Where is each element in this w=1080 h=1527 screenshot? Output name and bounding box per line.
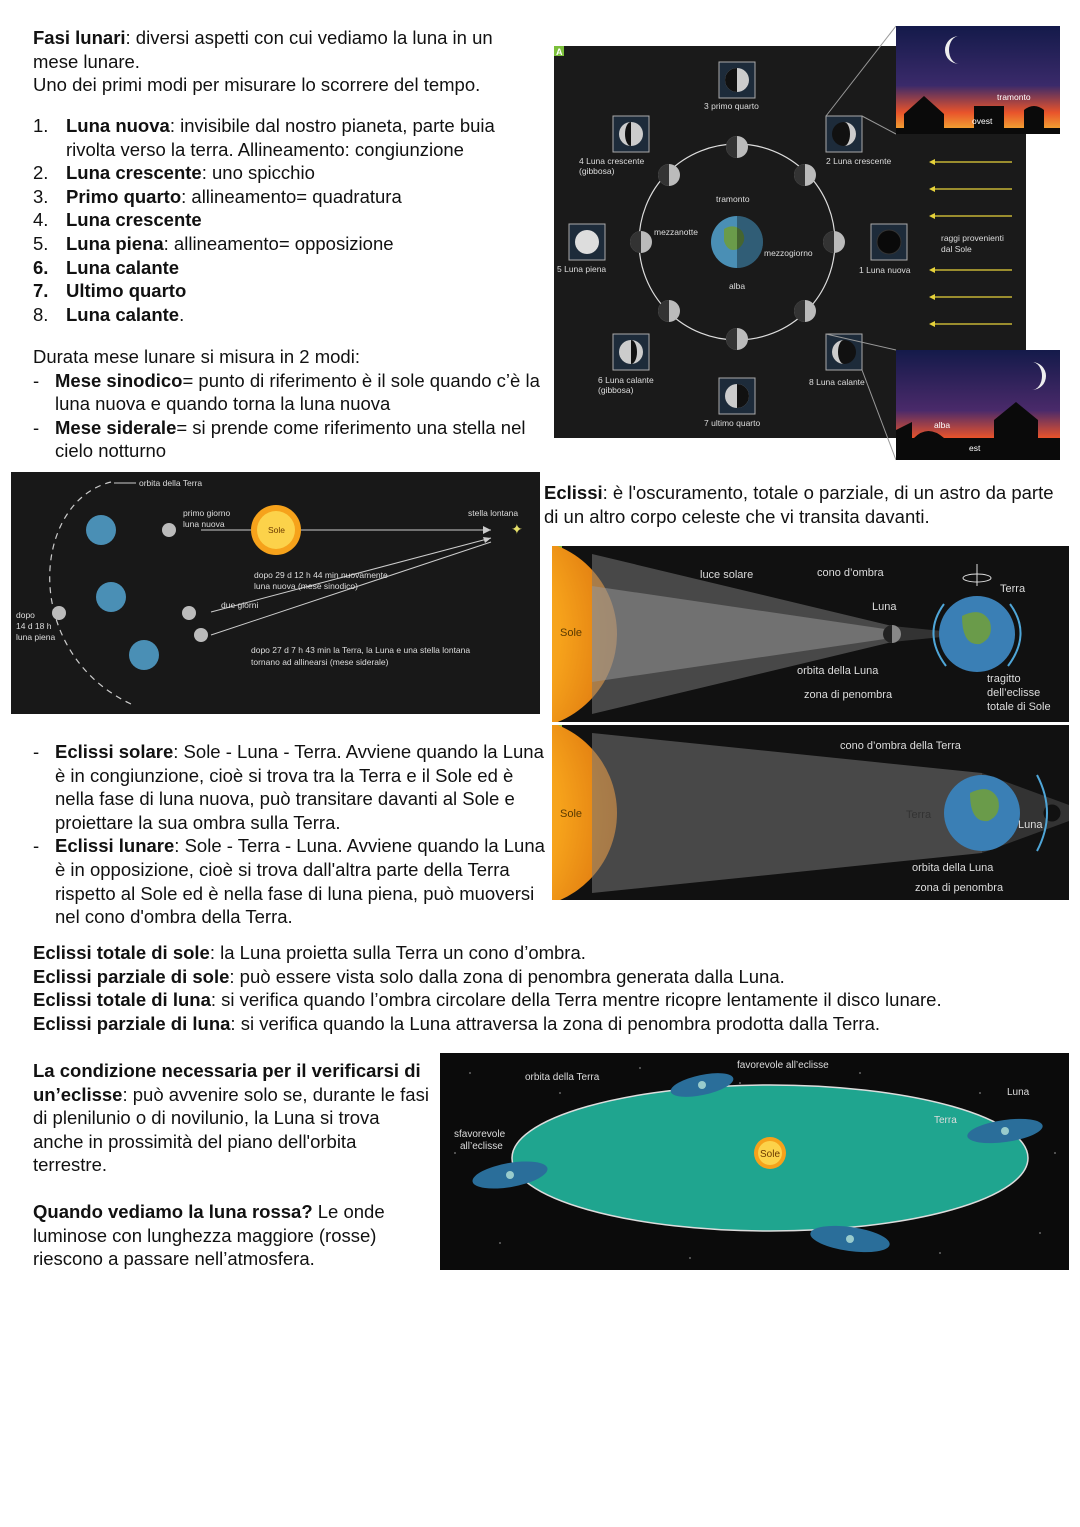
svg-text:1 Luna nuova: 1 Luna nuova [859,265,911,275]
svg-text:orbita della Terra: orbita della Terra [139,478,203,488]
svg-text:Terra: Terra [934,1115,957,1126]
svg-text:8 Luna calante: 8 Luna calante [809,377,865,387]
svg-text:dopo 29 d 12 h 44 min nuovamen: dopo 29 d 12 h 44 min nuovamente [254,570,388,580]
svg-text:orbita della Luna: orbita della Luna [912,862,994,874]
list-item: 2. Luna crescente: uno spicchio [33,162,315,184]
svg-text:luna nuova (mese sinodico): luna nuova (mese sinodico) [254,581,358,591]
eclipse-types-list [33,740,553,929]
list-item: Eclissi parziale di luna: si verifica quando la Luna attraversa la zona di penombra prodotta dalla Terra. [33,1012,881,1034]
intro-line2: Uno dei primi modi per misurare lo scorrere del tempo. [33,74,481,96]
svg-text:stella lontana: stella lontana [468,508,519,518]
svg-text:7 ultimo quarto: 7 ultimo quarto [704,418,761,428]
list-item: - Eclissi lunare: Sole - Terra - Luna. Avviene quando la Luna è in opposizione, cioè si trova dall'altra parte della Terra rispetto al Sole ed è nella fase di luna piena, può muoversi nel cono d'ombra della Terra. [33,834,553,928]
svg-text:tramonto: tramonto [716,194,750,204]
svg-text:6 Luna calante: 6 Luna calante [598,375,654,385]
svg-text:sfavorevole: sfavorevole [454,1129,506,1140]
svg-text:all’eclisse: all’eclisse [460,1141,503,1152]
svg-text:Sole: Sole [560,627,583,639]
svg-text:alba: alba [934,420,951,430]
svg-text:dal Sole: dal Sole [941,244,972,254]
svg-text:totale di Sole: totale di Sole [987,701,1051,713]
list-item: 5. Luna piena: allineamento= opposizione [33,232,394,254]
eclipse-types-block [33,740,553,929]
intro-definition: Fasi lunari: diversi aspetti con cui vediamo la luna in un mese lunare. [33,27,493,72]
condition-paragraph: La condizione necessaria per il verificarsi di un’eclisse: può avvenire solo se, durante le fasi di plenilunio o di novilunio, la Luna si trova anche in prossimità del piano dell'orbita terrestre. [33,1060,429,1176]
svg-text:luna nuova: luna nuova [183,519,225,529]
eclipse-totals-block [33,941,1063,1035]
svg-text:primo giorno: primo giorno [183,508,231,518]
orbital-plane-figure [440,1053,1069,1270]
list-item: - Mese sinodico= punto di riferimento è il sole quando c’è la luna nuova e quando torna la luna nuova [33,369,543,416]
intro-block [33,26,543,97]
condition-block [33,1059,433,1271]
svg-text:mezzogiorno: mezzogiorno [764,248,813,258]
svg-text:2 Luna crescente: 2 Luna crescente [826,156,892,166]
svg-text:tragitto: tragitto [987,673,1021,685]
list-item: 7. Ultimo quarto [33,280,187,302]
svg-text:tornano ad allinearsi (mese si: tornano ad allinearsi (mese siderale) [251,657,389,667]
svg-text:✦: ✦ [511,521,523,537]
synodic-sidereal-figure [11,472,540,714]
svg-text:favorevole all’eclisse: favorevole all’eclisse [737,1060,829,1071]
svg-text:raggi provenienti: raggi provenienti [941,233,1004,243]
svg-text:Sole: Sole [560,808,583,820]
list-item: 3. Primo quarto: allineamento= quadratura [33,185,402,207]
svg-text:cono d’ombra: cono d’ombra [817,567,884,579]
red-moon-paragraph: Quando vediamo la luna rossa? Le onde luminose con lunghezza maggiore (rosse) riescono a passare nell’atmosfera. [33,1200,385,1270]
svg-text:Luna: Luna [872,601,897,613]
svg-text:Sole: Sole [760,1149,781,1160]
svg-text:3 primo quarto: 3 primo quarto [704,101,759,111]
svg-text:dopo 27 d 7 h 43 min la Terra,: dopo 27 d 7 h 43 min la Terra, la Luna e una stella lontana [251,645,471,655]
month-block [33,345,543,463]
intro-title: Fasi lunari [33,27,126,48]
svg-text:tramonto: tramonto [997,92,1031,102]
svg-text:4 Luna crescente: 4 Luna crescente [579,156,645,166]
svg-text:Terra: Terra [906,809,932,821]
phases-list [33,114,543,326]
month-heading: Durata mese lunare si misura in 2 modi: [33,346,360,367]
svg-text:est: est [969,443,981,453]
lunar-eclipse-figure [552,725,1069,900]
svg-text:cono d’ombra della Terra: cono d’ombra della Terra [840,740,961,752]
list-item: 4. Luna crescente [33,209,202,231]
list-item: Eclissi parziale di sole: può essere vista solo dalla zona di penombra generata dalla Luna. [33,965,785,987]
svg-text:(gibbosa): (gibbosa) [598,385,634,395]
svg-text:Sole: Sole [268,525,286,535]
svg-text:luce solare: luce solare [700,569,754,581]
svg-text:luna piena: luna piena [16,632,56,642]
svg-text:alba: alba [729,281,746,291]
svg-text:dell’eclisse: dell’eclisse [987,687,1041,699]
svg-text:dopo: dopo [16,610,35,620]
svg-text:mezzanotte: mezzanotte [654,227,698,237]
list-item: 6. Luna calante [33,256,180,278]
phases-list-block [33,114,543,326]
svg-text:14 d 18 h: 14 d 18 h [16,621,52,631]
svg-text:zona di penombra: zona di penombra [915,882,1004,894]
lunar-phases-figure [554,24,1060,462]
svg-text:orbita della Terra: orbita della Terra [525,1072,600,1083]
svg-text:Luna: Luna [1018,819,1043,831]
list-item: 1. Luna nuova: invisibile dal nostro pianeta, parte buia rivolta verso la terra. Allineamento: congiunzione [33,115,495,160]
svg-text:A: A [556,47,563,57]
svg-text:5 Luna piena: 5 Luna piena [557,264,607,274]
list-item: Eclissi totale di luna: si verifica quando l’ombra circolare della Terra mentre ricopre lentamente il disco lunare. [33,989,942,1011]
list-item: 8. Luna calante. [33,303,185,325]
svg-text:ovest: ovest [972,116,993,126]
solar-eclipse-figure [552,546,1069,722]
month-list [33,369,543,463]
list-item: Eclissi totale di sole: la Luna proietta sulla Terra un cono d’ombra. [33,942,586,963]
svg-text:due giorni: due giorni [221,600,259,610]
svg-text:(gibbosa): (gibbosa) [579,166,615,176]
list-item: - Mese siderale= si prende come riferimento una stella nel cielo notturno [33,416,543,463]
svg-text:Terra: Terra [1000,583,1026,595]
svg-text:orbita della Luna: orbita della Luna [797,665,879,677]
svg-text:zona di penombra: zona di penombra [804,689,893,701]
list-item: - Eclissi solare: Sole - Luna - Terra. Avviene quando la Luna è in congiunzione, cioè si trova tra la Terra e il Sole ed è nella fase di luna nuova, può transitare davanti al Sole e proiettare la sua ombra sulla Terra. [33,740,553,834]
eclissi-definition: Eclissi: è l'oscuramento, totale o parziale, di un astro da parte di un altro corpo celeste che vi transita davanti. [544,482,1054,527]
svg-text:Luna: Luna [1007,1087,1030,1098]
